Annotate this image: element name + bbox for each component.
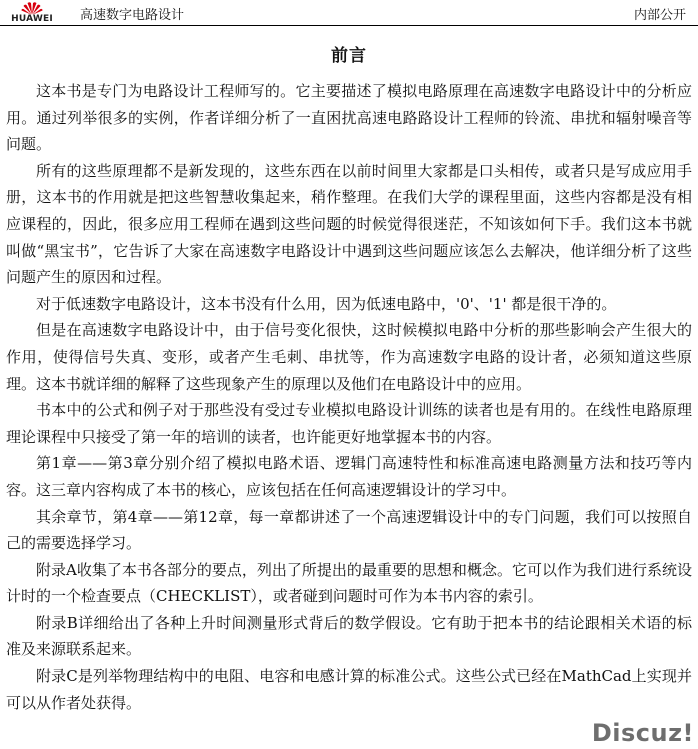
huawei-logo xyxy=(4,1,60,25)
discuz-watermark: Discuz! xyxy=(591,719,694,747)
classification-label: 内部公开 xyxy=(633,8,686,23)
paragraph-origins: 所有的这些原理都不是新发现的，这些东西在以前时间里大家都是口头相传，或者只是写成应用手册，这本书的作用就是把这些智慧收集起来，稍作整理。在我们大学的课程里面，这些内容都是没有相应课程的，因此，很多应用工程师在遇到这些问题的时候觉得很迷茫，不知该如何下手。我们这本书就叫做“黑宝书”，它告诉了大家在高速数字电路设计中遇到这些问题应该怎么去解决，他详细分析了这些问题产生的原因和过程。 xyxy=(6,161,692,287)
header-divider xyxy=(0,25,698,26)
preface-body xyxy=(6,78,692,716)
document-title: 高速数字电路设计 xyxy=(80,8,185,23)
paragraph-chapters-4-12: 其余章节，第4章——第12章，每一章都讲述了一个高速逻辑设计中的专门问题，我们可以按照自己的需要选择学习。 xyxy=(6,507,692,553)
page-header xyxy=(0,0,698,26)
paragraph-high-speed: 但是在高速数字电路设计中，由于信号变化很快，这时候模拟电路中分析的那些影响会产生很大的作用，使得信号失真、变形，或者产生毛刺、串扰等，作为高速数字电路的设计者，必须知道这些原理。这本书就详细的解释了这些现象产生的原理以及他们在电路设计中的应用。 xyxy=(6,321,692,393)
paragraph-readers: 书本中的公式和例子对于那些没有受过专业模拟电路设计训练的读者也是有用的。在线性电路原理理论课程中只接受了第一年的培训的读者，也许能更好地掌握本书的内容。 xyxy=(6,401,692,446)
paragraph-chapters-1-3: 第1章——第3章分别介绍了模拟电路术语、逻辑门高速特性和标准高速电路测量方法和技巧等内容。这三章内容构成了本书的核心，应该包括在任何高速逻辑设计的学习中。 xyxy=(6,454,692,499)
paragraph-appendix-b: 附录B详细给出了各种上升时间测量形式背后的数学假设。它有助于把本书的结论跟相关术语的标准及来源联系起来。 xyxy=(6,613,692,659)
huawei-petal-icon xyxy=(21,1,43,15)
logo-text: HUAWEI xyxy=(11,14,53,24)
paragraph-low-speed: 对于低速数字电路设计，这本书没有什么用，因为低速电路中，'0'、'1' 都是很干净的。 xyxy=(36,294,617,313)
paragraph-intro: 这本书是专门为电路设计工程师写的。它主要描述了模拟电路原理在高速数字电路设计中的分析应用。通过列举很多的实例，作者详细分析了一直困扰高速电路路设计工程师的铃流、串扰和辐射噪音等问题。 xyxy=(6,82,692,154)
paragraph-appendix-c: 附录C是列举物理结构中的电阻、电容和电感计算的标准公式。这些公式已经在MathCad上实现并可以从作者处获得。 xyxy=(6,667,692,712)
page-heading: 前言 xyxy=(331,46,367,66)
paragraph-appendix-a: 附录A收集了本书各部分的要点，列出了所提出的最重要的思想和概念。它可以作为我们进行系统设计时的一个检查要点（CHECKLIST），或者碰到问题时可作为本书内容的索引。 xyxy=(6,560,692,606)
